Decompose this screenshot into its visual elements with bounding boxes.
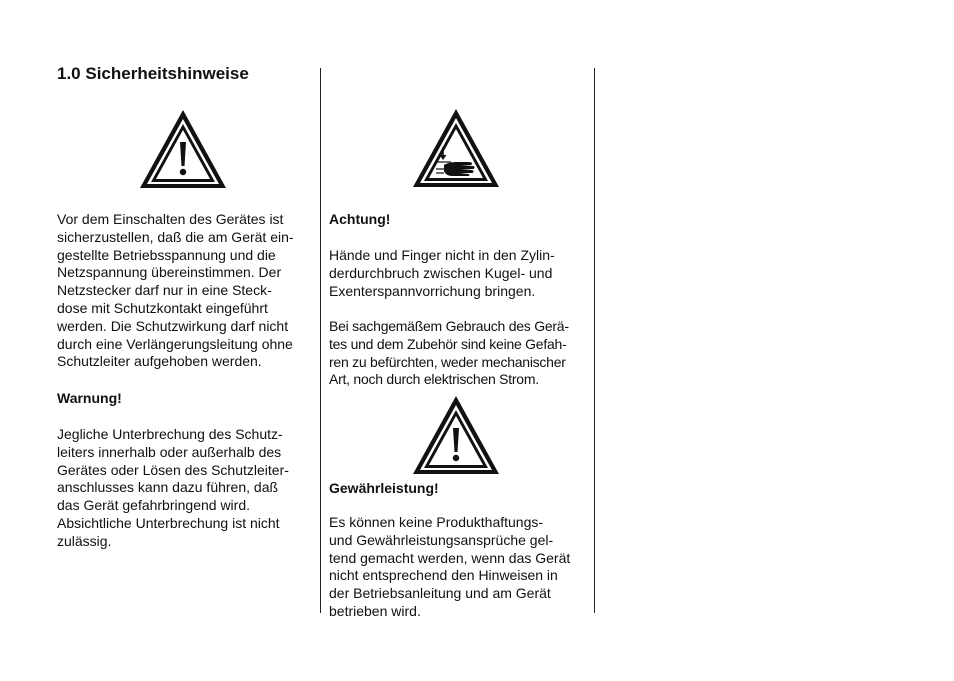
attention-title: Achtung! [329, 211, 391, 227]
intro-paragraph: Vor dem Einschalten des Gerätes ist sicherzustellen, daß die am Gerät ein- gestellte Betriebsspannung und die Netzspannung übereinstimmen. Der Netzstecker darf nur in eine Steck- dose mit Schutzkontakt eingeführt werden. Die Schutzwirkung darf nicht durch eine Verlängerungsleitung ohne Schutzleiter aufgehoben werden. [57, 211, 294, 370]
column-left [57, 211, 313, 371]
column-divider-right [594, 68, 595, 613]
usage-paragraph: Bei sachgemäßem Gebrauch des Gerä- tes und dem Zubehör sind keine Gefah- ren zu befürchten, weder mechanischer Art, noch durch elektrischen Strom. [329, 318, 569, 388]
warranty-paragraph: Es können keine Produkthaftungs- und Gewährleistungsansprüche gel- tend gemacht werden, wenn das Gerät nicht entsprechend den Hinweisen in der Betriebsanleitung und am Gerät betrieben wird. [329, 514, 571, 619]
warning-paragraph: Jegliche Unterbrechung des Schutz- leiters innerhalb oder außerhalb des Gerätes oder Lösen des Schutzleiter- anschlusses kann dazu führen, daß das Gerät gefahrbringend wird. Absichtliche Unterbrechung ist nicht zulässig. [57, 426, 289, 549]
column-divider-left [320, 68, 321, 613]
warranty-title: Gewährleistung! [329, 480, 439, 496]
attention-paragraph: Hände und Finger nicht in den Zylin- derdurchbruch zwischen Kugel- und Exenterspannvorrichung bringen. [329, 247, 555, 299]
warning-title: Warnung! [57, 390, 122, 406]
hand-crush-warning-icon [411, 107, 501, 189]
section-heading: 1.0 Sicherheitshinweise [57, 64, 249, 83]
exclamation-warning-icon [138, 108, 228, 190]
exclamation-warning-icon [411, 394, 501, 476]
